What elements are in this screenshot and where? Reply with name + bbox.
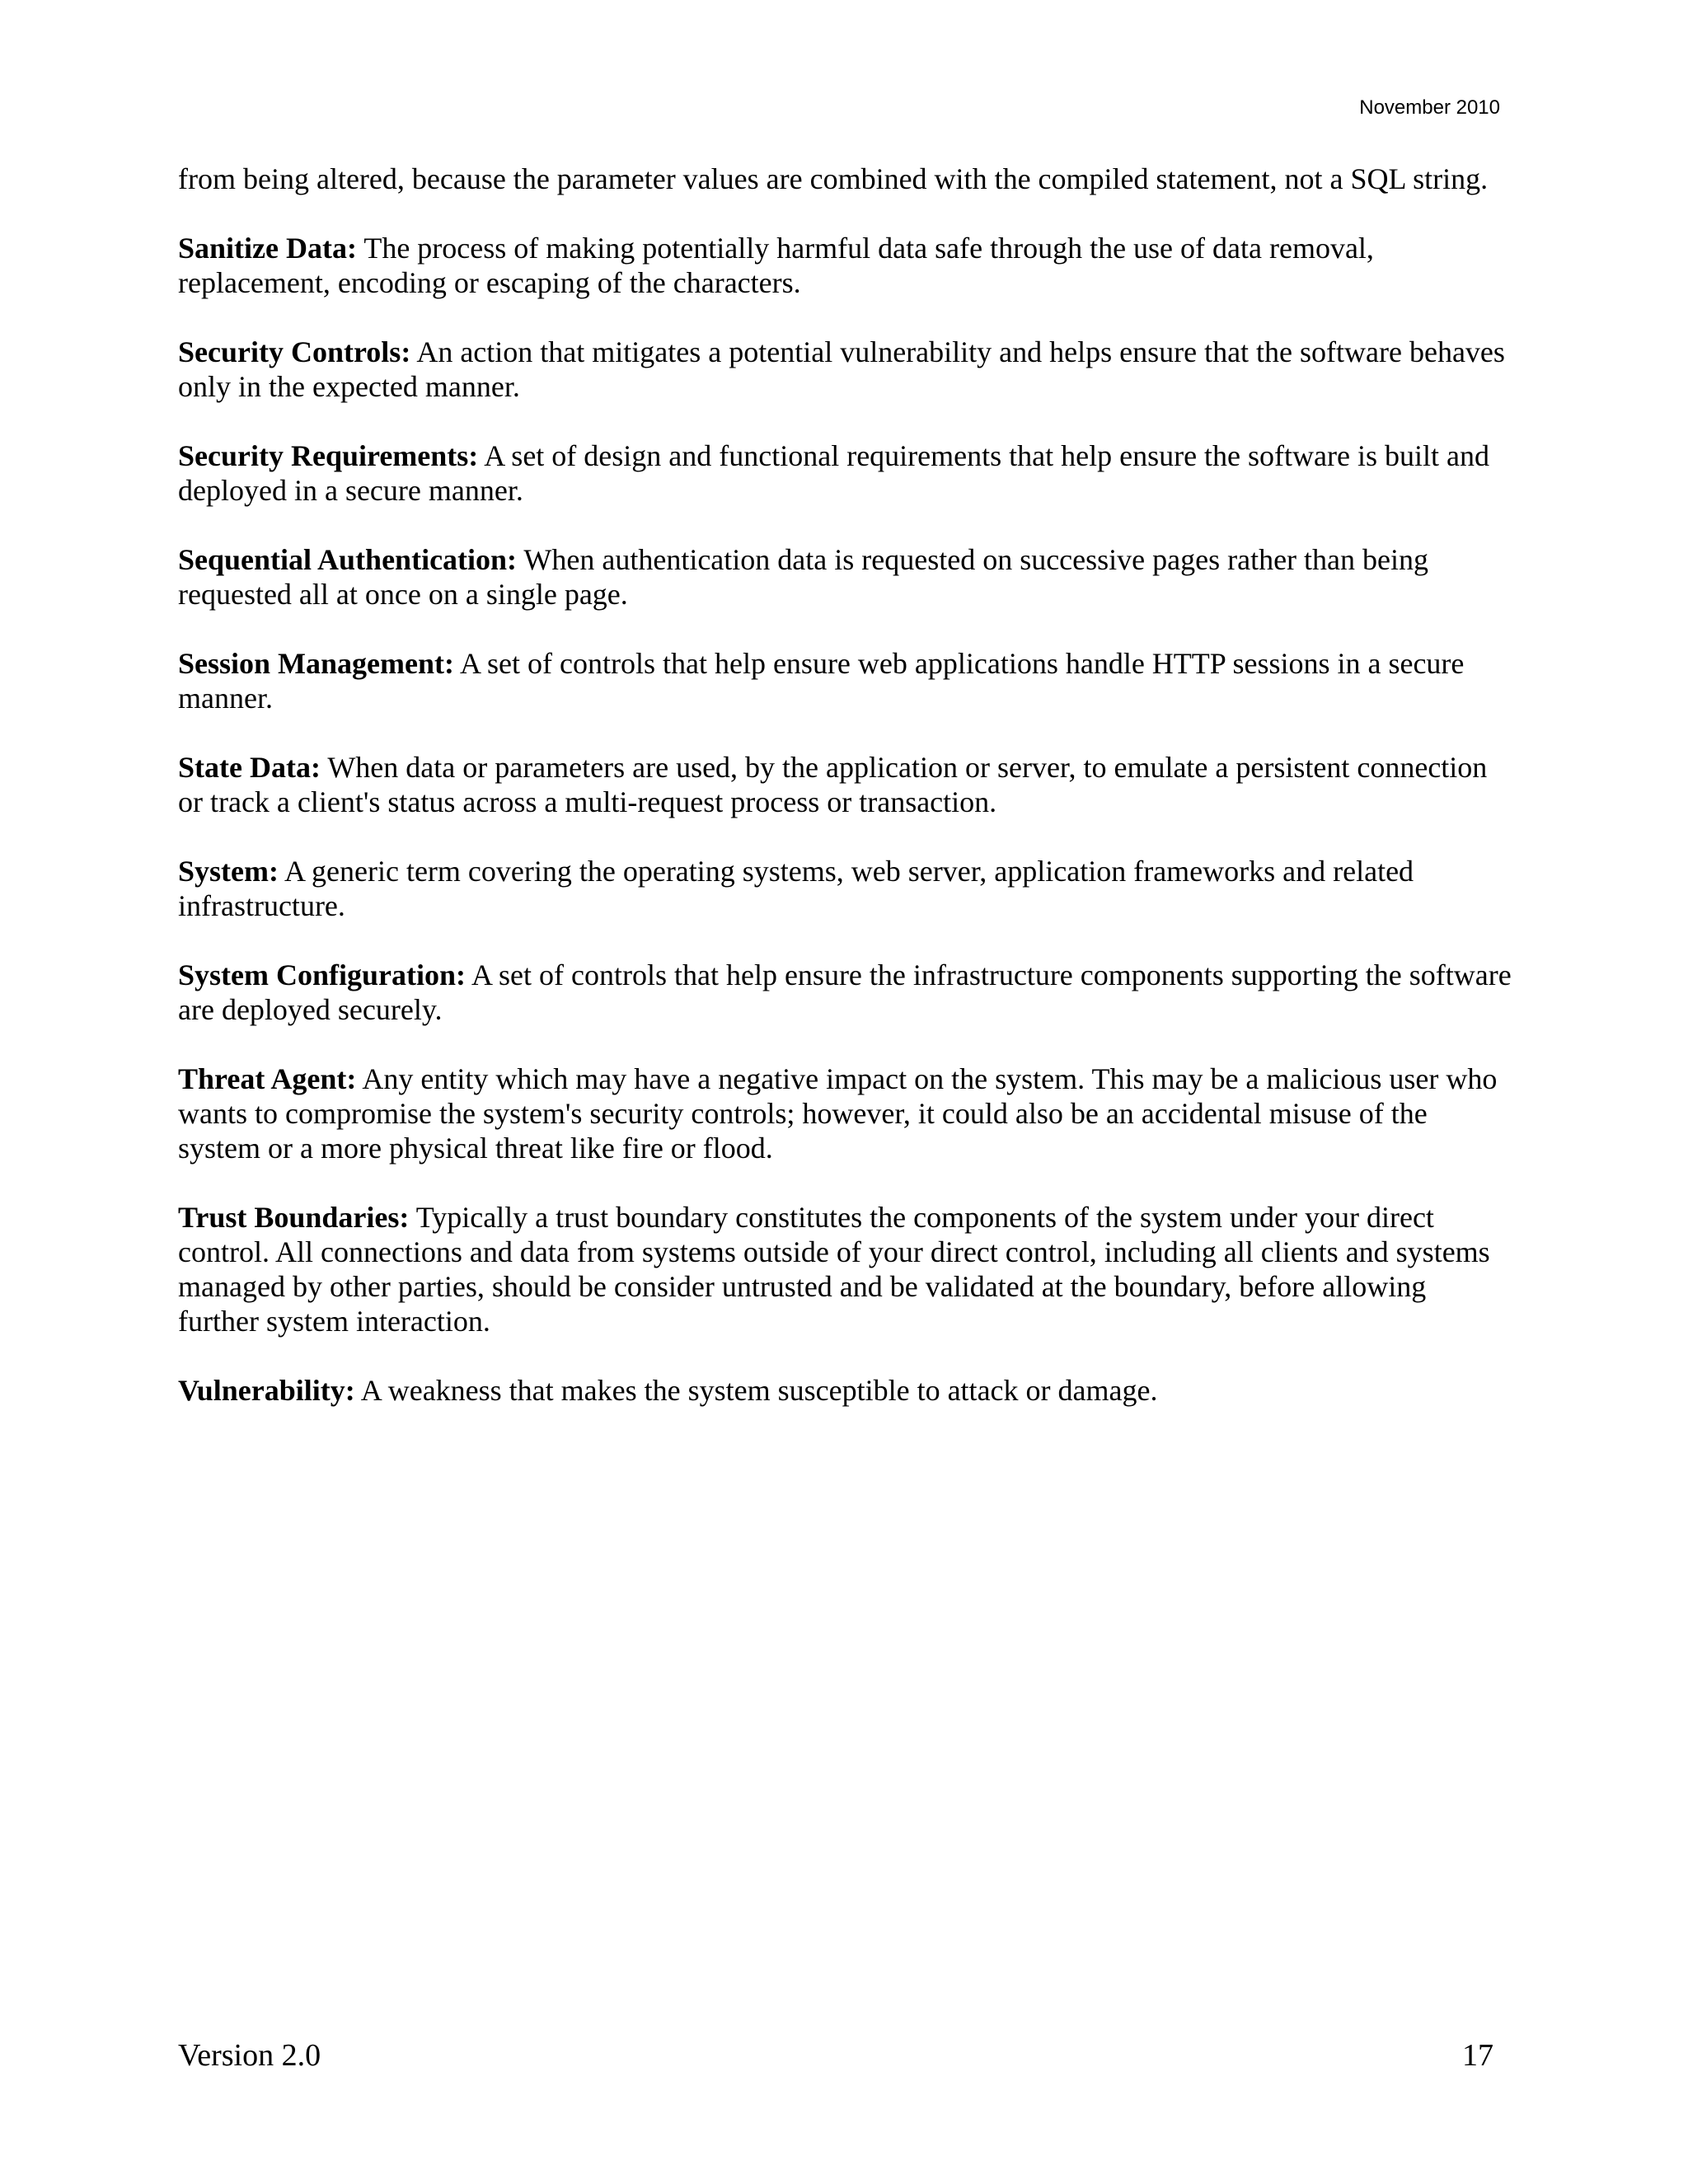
glossary-entry-vulnerability <box>178 1373 1513 1408</box>
glossary-entry-system <box>178 854 1513 923</box>
glossary-entry-trust-boundaries <box>178 1200 1513 1338</box>
glossary-term: Security Requirements: <box>178 439 479 472</box>
glossary-definition: When authentication data is requested on successive pages rather than being requested all at once on a single page. <box>178 543 1429 611</box>
glossary-definition: Typically a trust boundary constitutes the components of the system under your direct control. All connections and data from systems outside of your direct control, including all clients and systems managed by other parties, should be consider untrusted and be validated at the boundary, before allowing further system interaction. <box>178 1201 1490 1338</box>
glossary-entry-session-management <box>178 646 1513 715</box>
glossary-definition: A set of design and functional requirements that help ensure the software is built and deployed in a secure manner. <box>178 439 1489 507</box>
glossary-entry-threat-agent <box>178 1062 1513 1165</box>
glossary-term: Session Management: <box>178 647 454 680</box>
glossary-term: Sanitize Data: <box>178 232 357 265</box>
glossary-term: Sequential Authentication: <box>178 543 518 576</box>
glossary-term: Trust Boundaries: <box>178 1201 410 1234</box>
glossary-definition: A generic term covering the operating systems, web server, application frameworks and related infrastructure. <box>178 855 1414 922</box>
glossary-entry-security-requirements <box>178 438 1513 508</box>
glossary-definition: A set of controls that help ensure web applications handle HTTP sessions in a secure manner. <box>178 647 1465 715</box>
glossary-definition: A set of controls that help ensure the infrastructure components supporting the software are deployed securely. <box>178 958 1512 1026</box>
glossary-definition: The process of making potentially harmful data safe through the use of data removal, replacement, encoding or escaping of the characters. <box>178 232 1374 299</box>
glossary-definition: A weakness that makes the system susceptible to attack or damage. <box>360 1374 1158 1407</box>
glossary-term: System Configuration: <box>178 958 466 991</box>
glossary-entry-system-configuration <box>178 958 1513 1027</box>
glossary-term: Security Controls: <box>178 335 411 368</box>
glossary-entry-security-controls <box>178 335 1513 404</box>
glossary-entry-state-data <box>178 750 1513 819</box>
glossary-term: Threat Agent: <box>178 1062 357 1095</box>
footer-version: Version 2.0 <box>178 2038 321 2073</box>
glossary-term: System: <box>178 855 279 888</box>
glossary-definition: An action that mitigates a potential vulnerability and helps ensure that the software behaves only in the expected manner. <box>178 335 1505 403</box>
glossary-term: Vulnerability: <box>178 1374 355 1407</box>
glossary-definition: When data or parameters are used, by the application or server, to emulate a persistent connection or track a client's status across a multi-request process or transaction. <box>178 751 1488 818</box>
glossary-content <box>178 162 1513 1442</box>
glossary-term: State Data: <box>178 751 321 784</box>
glossary-entry-sanitize-data <box>178 231 1513 300</box>
glossary-definition: Any entity which may have a negative impact on the system. This may be a malicious user who wants to compromise the system's security controls; however, it could also be an accidental misuse of the system or a more physical threat like fire or flood. <box>178 1062 1498 1165</box>
page-footer <box>178 2036 1493 2075</box>
page-number: 17 <box>1462 2038 1493 2073</box>
glossary-entry-sequential-authentication <box>178 542 1513 612</box>
continuation-paragraph: from being altered, because the parameter values are combined with the compiled statement, not a SQL string. <box>178 162 1489 195</box>
header-date: November 2010 <box>1359 96 1500 119</box>
